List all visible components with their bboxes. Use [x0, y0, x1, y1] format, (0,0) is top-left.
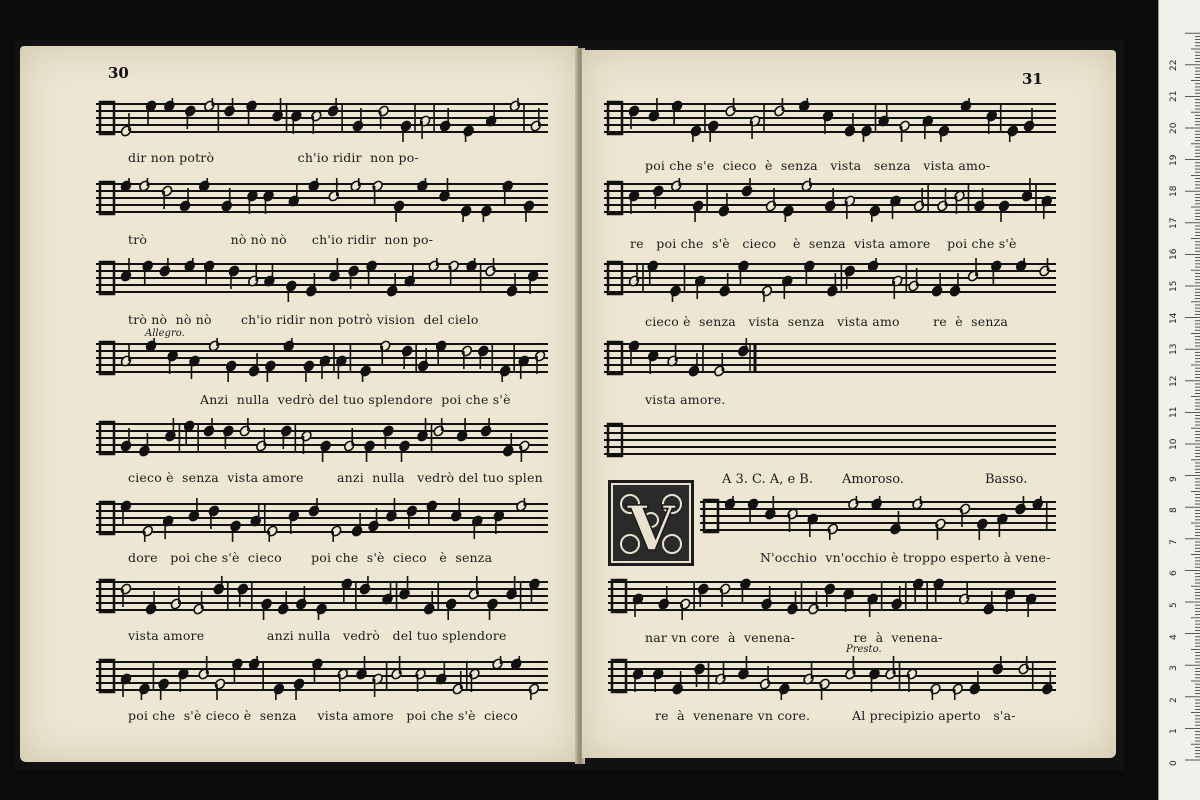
music-staff [96, 338, 548, 378]
ruler-number: 17 [1169, 217, 1179, 229]
affect-marking: Amoroso. [842, 472, 904, 487]
music-staff [96, 178, 548, 218]
music-staff [608, 656, 1056, 696]
tempo-marking: Presto. [846, 644, 882, 655]
ruler-number: 22 [1169, 59, 1179, 71]
voice-heading: A 3. C. A, e B. [722, 472, 813, 487]
ruler-number: 16 [1169, 248, 1179, 261]
ruler-number: 1 [1169, 728, 1179, 735]
lyric-line: dir non potrò ch'io ridir non po- [128, 150, 419, 165]
ruler-number: 19 [1169, 154, 1179, 166]
music-staff [96, 418, 548, 458]
tempo-marking: Allegro. [145, 328, 185, 339]
ruler-number: 3 [1169, 665, 1179, 672]
ruler-number: 4 [1169, 633, 1179, 640]
ruler-number: 5 [1169, 602, 1179, 608]
music-staff [96, 498, 548, 538]
ruler-number: 10 [1169, 438, 1179, 450]
ruler-number: 7 [1169, 539, 1179, 545]
right-page-number: 31 [1022, 70, 1043, 88]
music-staff [604, 178, 1056, 218]
music-staff [608, 576, 1056, 616]
music-staff [604, 98, 1056, 138]
part-name: Basso. [985, 472, 1028, 487]
lyric-line: vista amore anzi nulla vedrò del tuo splendore [128, 628, 507, 643]
ruler-number: 18 [1169, 185, 1179, 198]
ruler-number: 14 [1169, 312, 1179, 324]
ruler-number: 15 [1169, 280, 1179, 292]
lyric-line: trò nò nò nò ch'io ridir non po- [128, 232, 434, 247]
music-staff [96, 656, 548, 696]
lyric-line: dore poi che s'è cieco poi che s'è cieco è senza [128, 550, 493, 565]
lyric-line: cieco è senza vista amore anzi nulla vedrò del tuo splen [128, 470, 543, 485]
ruler-number: 2 [1169, 697, 1179, 703]
lyric-line: poi che s'e cieco è senza vista senza vista amo- [645, 158, 991, 173]
lyric-line: re poi che s'è cieco è senza vista amore poi che s'è [630, 236, 1017, 251]
ruler-number: 13 [1169, 343, 1179, 356]
music-staff [604, 420, 1056, 460]
ruler-number: 9 [1169, 475, 1179, 482]
music-staff [604, 258, 1056, 298]
ruler-number: 8 [1169, 507, 1179, 514]
music-staff [96, 98, 548, 138]
music-staff [700, 496, 1056, 536]
lyric-line: N'occhio vn'occhio è troppo esperto à vene- [760, 550, 1051, 565]
initial-letter: V [626, 492, 676, 565]
lyric-line: nar vn core à venena- re à venena- [645, 630, 943, 645]
ruler-number: 11 [1169, 406, 1179, 419]
lyric-line: cieco è senza vista senza vista amo re è senza [645, 314, 1009, 329]
lyric-line: poi che s'è cieco è senza vista amore poi che s'è cieco [128, 708, 519, 723]
music-staff [96, 258, 548, 298]
measurement-ruler [1158, 0, 1200, 800]
decorated-initial [608, 480, 694, 566]
ruler-number: 6 [1169, 570, 1179, 577]
ruler-number: 21 [1169, 90, 1179, 103]
music-staff [96, 576, 548, 616]
lyric-line: vista amore. [645, 392, 726, 407]
lyric-line: trò nò nò nò ch'io ridir non potrò vision del cielo [128, 312, 479, 327]
ruler-number: 20 [1169, 122, 1179, 134]
ruler-number: 0 [1169, 760, 1179, 766]
lyric-line: re à venenare vn core. Al precipizio aperto s'a- [655, 708, 1016, 723]
ruler-number: 12 [1169, 375, 1179, 387]
lyric-line: Anzi nulla vedrò del tuo splendore poi che s'è [200, 392, 511, 407]
left-page-number: 30 [108, 64, 129, 82]
music-staff [604, 338, 1056, 378]
